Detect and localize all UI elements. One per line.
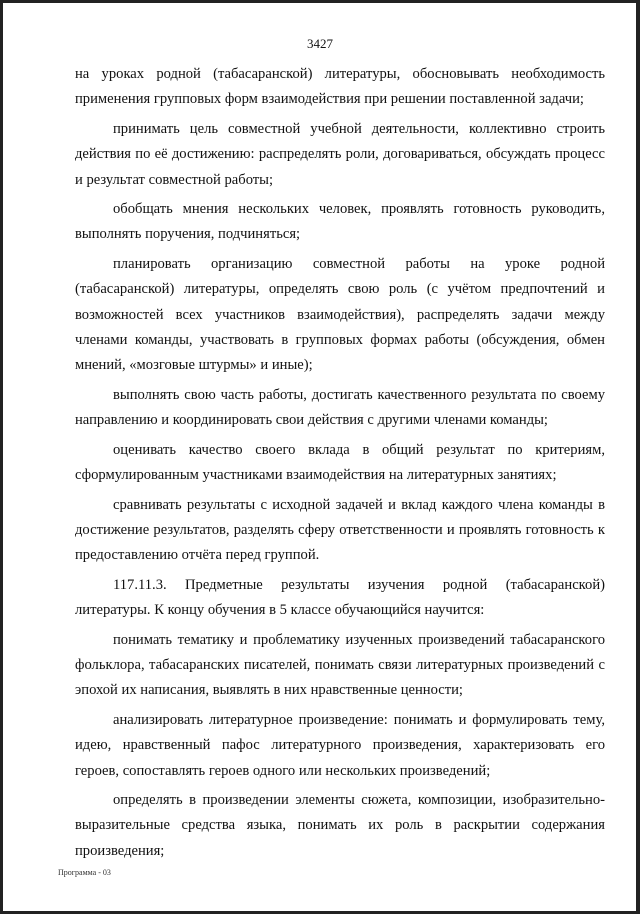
scan-border-right [636, 0, 640, 914]
paragraph: принимать цель совместной учебной деятельности, коллективно строить действия по её достижению: распределять роли, договариваться, обсуждать процесс и результат совместной работы; [75, 120, 605, 188]
paragraph: определять в произведении элементы сюжета, композиции, изобразительно-выразительные средства языка, понимать их роль в раскрытии содержания произведения; [75, 791, 605, 859]
scan-border-left [0, 0, 3, 914]
paragraph: анализировать литературное произведение: понимать и формулировать тему, идею, нравственный пафос литературного произведения, характеризовать его героев, сопоставлять героев одного или нескольких произведений; [75, 711, 605, 779]
section-heading-paragraph: 117.11.3. Предметные результаты изучения родной (табасаранской) литературы. К концу обучения в 5 классе обучающийся научится: [75, 576, 605, 619]
paragraph: сравнивать результаты с исходной задачей и вклад каждого члена команды в достижение результатов, разделять сферу ответственности и проявлять готовность к предоставлению отчёта перед группой. [75, 496, 605, 564]
page-number: 3427 [307, 36, 333, 51]
document-body [75, 62, 605, 864]
paragraph-continuation: на уроках родной (табасаранской) литературы, обосновывать необходимость применения групповых форм взаимодействия при решении поставленной задачи; [75, 66, 605, 108]
scan-border-top [0, 0, 640, 3]
paragraph: выполнять свою часть работы, достигать качественного результата по своему направлению и координировать свои действия с другими членами команды; [75, 386, 605, 429]
footer-label: Программа - 03 [58, 868, 111, 877]
paragraph: оценивать качество своего вклада в общий результат по критериям, сформулированным участниками взаимодействия на литературных занятиях; [75, 441, 605, 484]
paragraph: планировать организацию совместной работы на уроке родной (табасаранской) литературы, определять свою роль (с учётом предпочтений и возможностей всех участников взаимодействия), распределять задачи между членами команды, участвовать в групповых формах работы (обсуждения, обмен мнений, «мозговые штурмы» и иные); [75, 255, 605, 374]
paragraph: обобщать мнения нескольких человек, проявлять готовность руководить, выполнять поручения, подчиняться; [75, 201, 605, 243]
paragraph: понимать тематику и проблематику изученных произведений табасаранского фольклора, табасаранских писателей, понимать связи литературных произведений с эпохой их написания, выявлять в них нравственные ценности; [75, 631, 605, 699]
